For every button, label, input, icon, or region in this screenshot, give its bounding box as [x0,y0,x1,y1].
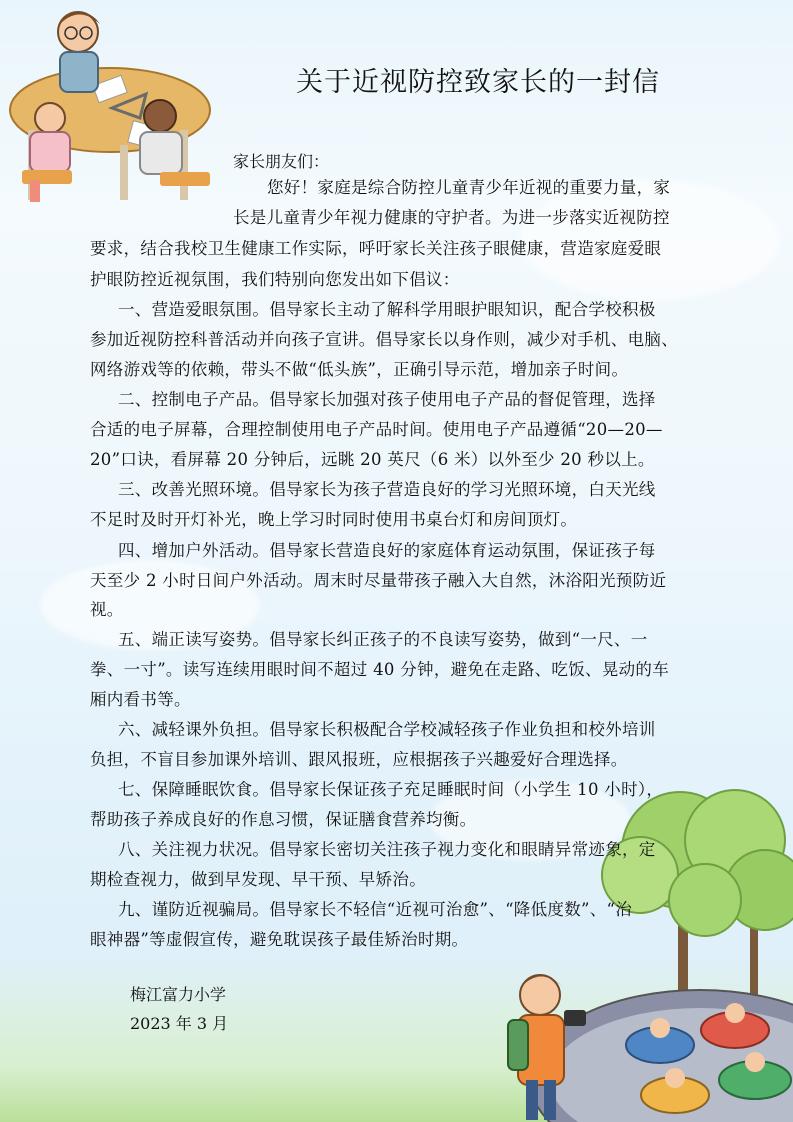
letter-line: 视。 [90,600,124,619]
letter-line: 负担，不盲目参加课外培训、跟风报班，应根据孩子兴趣爱好合理选择。 [90,750,628,769]
letter-line: 拳、一寸”。读写连续用眼时间不超过 40 分钟，避免在走路、吃饭、晃动的车 [90,660,670,679]
letter-line: 帮助孩子养成良好的作息习惯，保证膳食营养均衡。 [90,810,477,829]
letter-line: 三、改善光照环境。倡导家长为孩子营造良好的学习光照环境，白天光线 [118,480,656,499]
letter-line: 二、控制电子产品。倡导家长加强对孩子使用电子产品的督促管理，选择 [118,390,656,409]
letter-line: 一、营造爱眼氛围。倡导家长主动了解科学用眼护眼知识，配合学校积极 [118,300,656,319]
letter-greeting: 家长朋友们： [233,152,330,171]
letter-date: 2023 年 3 月 [130,1014,229,1033]
letter-line: 九、谨防近视骗局。倡导家长不轻信“近视可治愈”、“降低度数”、“治 [118,900,633,919]
children-at-table-illustration-icon [0,0,235,215]
letter-line: 八、关注视力状况。倡导家长密切关注孩子视力变化和眼睛异常迹象，定 [118,840,656,859]
letter-line: 长是儿童青少年视力健康的守护者。为进一步落实近视防控 [233,208,670,227]
letter-line: 天至少 2 小时日间户外活动。周末时尽量带孩子融入大自然，沐浴阳光预防近 [90,571,667,590]
letter-line: 期检查视力，做到早发现、早干预、早矫治。 [90,870,426,889]
letter-line: 眼神器”等虚假宣传，避免耽误孩子最佳矫治时期。 [90,930,469,949]
letter-line: 六、减轻课外负担。倡导家长积极配合学校减轻孩子作业负担和校外培训 [118,720,656,739]
trees-and-bumper-cars-illustration-icon [500,780,793,1122]
letter-line: 网络游戏等的依赖，带头不做“低头族”，正确引导示范，增加亲子时间。 [90,360,629,379]
letter-line: 合适的电子屏幕，合理控制使用电子产品时间。使用电子产品遵循“20—20— [90,420,663,439]
letter-line: 厢内看书等。 [90,690,191,709]
school-name: 梅江富力小学 [130,985,227,1004]
letter-line: 四、增加户外活动。倡导家长营造良好的家庭体育运动氛围，保证孩子每 [118,541,656,560]
letter-line: 要求，结合我校卫生健康工作实际，呼吁家长关注孩子眼健康，营造家庭爱眼 [90,239,662,258]
letter-line: 不足时及时开灯补光，晚上学习时同时使用书桌台灯和房间顶灯。 [90,510,578,529]
letter-line: 您好！家庭是综合防控儿童青少年近视的重要力量，家 [267,178,671,197]
letter-line: 护眼防控近视氛围，我们特别向您发出如下倡议： [90,270,460,289]
letter-line: 20”口诀，看屏幕 20 分钟后，远眺 20 英尺（6 米）以外至少 20 秒以上。 [90,450,655,469]
letter-line: 参加近视防控科普活动并向孩子宣讲。倡导家长以身作则，减少对手机、电脑、 [90,330,678,349]
letter-line: 七、保障睡眠饮食。倡导家长保证孩子充足睡眠时间（小学生 10 小时）， [118,780,664,799]
letter-line: 五、端正读写姿势。倡导家长纠正孩子的不良读写姿势，做到“一尺、一 [118,630,648,649]
letter-title: 关于近视防控致家长的一封信 [296,67,660,98]
